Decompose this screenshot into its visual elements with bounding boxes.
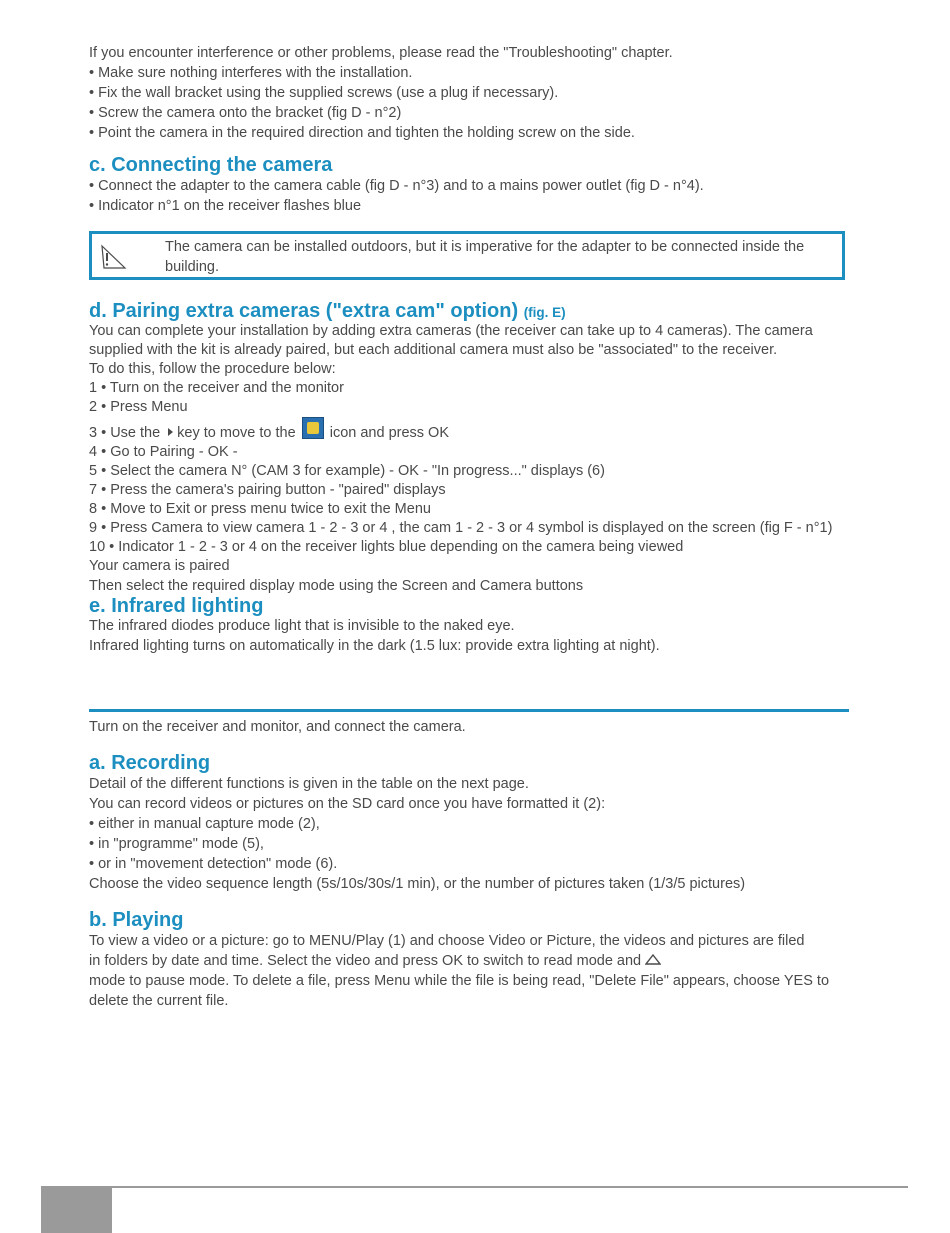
section-c-line: • Indicator n°1 on the receiver flashes blue	[89, 198, 362, 214]
section-b-line: To view a video or a picture: go to MENU/Play (1) and choose Video or Picture, the videos and pictures are filed	[89, 933, 805, 949]
intro-bullet: • Point the camera in the required direction and tighten the holding screw on the side.	[89, 125, 635, 141]
pairing-step	[89, 417, 832, 443]
warning-note-text: The camera can be installed outdoors, but it is imperative for the adapter to be connected inside the building.	[165, 239, 805, 275]
usage-intro: Turn on the receiver and monitor, and connect the camera.	[89, 719, 466, 735]
pairing-step: 1 • Turn on the receiver and the monitor	[89, 380, 344, 396]
section-b-heading: b. Playing	[89, 909, 184, 931]
eject-triangle-icon	[645, 954, 661, 966]
footer-page-tab	[41, 1188, 112, 1233]
pairing-step: 2 • Press Menu	[89, 399, 188, 415]
section-a-line: Choose the video sequence length (5s/10s/30s/1 min), or the number of pictures taken (1/3/5 pictures)	[89, 876, 746, 892]
section-b-line	[89, 952, 829, 971]
section-b-line: delete the current file.	[89, 993, 229, 1009]
section-e-body	[89, 617, 660, 656]
pairing-step: 8 • Move to Exit or press menu twice to exit the Menu	[89, 501, 431, 517]
section-a-line: • either in manual capture mode (2),	[89, 816, 320, 832]
intro-bullet: • Make sure nothing interferes with the installation.	[89, 65, 413, 81]
pairing-step: 5 • Select the camera N° (CAM 3 for example) - OK - "In progress..." displays (6)	[89, 463, 605, 479]
section-b-line: mode to pause mode. To delete a file, press Menu while the file is being read, "Delete File" appears, choose YES to	[89, 973, 830, 989]
pairing-menu-icon	[302, 417, 324, 439]
section-d-title: d. Pairing extra cameras ("extra cam" option)	[89, 300, 519, 322]
paired-confirmation: Your camera is paired	[89, 558, 230, 574]
pairing-step: 7 • Press the camera's pairing button - "paired" displays	[89, 482, 446, 498]
pairing-step: 10 • Indicator 1 - 2 - 3 or 4 on the receiver lights blue depending on the camera being viewed	[89, 539, 684, 555]
section-e-line: Infrared lighting turns on automatically in the dark (1.5 lux: provide extra lighting at night).	[89, 638, 660, 654]
intro-line: If you encounter interference or other problems, please read the "Troubleshooting" chapter.	[89, 45, 673, 61]
section-c-heading: c. Connecting the camera	[89, 154, 333, 176]
section-a-line: Detail of the different functions is given in the table on the next page.	[89, 776, 529, 792]
section-d-intro: You can complete your installation by adding extra cameras (the receiver can take up to 4 cameras). The camera	[89, 323, 813, 339]
section-b-body	[89, 932, 829, 1011]
pairing-step: 4 • Go to Pairing - OK -	[89, 444, 238, 460]
section-d-intro: supplied with the kit is already paired, but each additional camera must also be "associated" to the receiver.	[89, 342, 778, 358]
intro-bullet: • Screw the camera onto the bracket (fig D - n°2)	[89, 105, 402, 121]
section-d-body	[89, 322, 832, 596]
footer-rule	[41, 1186, 908, 1188]
section-d-intro: To do this, follow the procedure below:	[89, 361, 336, 377]
arrow-right-icon	[168, 428, 173, 436]
usage-intro-block	[89, 718, 466, 737]
step3-part-c: icon and press OK	[329, 425, 450, 441]
section-e-line: The infrared diodes produce light that is invisible to the naked eye.	[89, 618, 515, 634]
section-b-line2-text: in folders by date and time. Select the video and press OK to switch to read mode and	[89, 953, 642, 969]
section-c-line: • Connect the adapter to the camera cable (fig D - n°3) and to a mains power outlet (fig D - n°4).	[89, 178, 704, 194]
section-a-heading: a. Recording	[89, 752, 211, 774]
pairing-step: 9 • Press Camera to view camera 1 - 2 - 3 or 4 , the cam 1 - 2 - 3 or 4 symbol is displayed on the screen (fig F - n°1)	[89, 520, 833, 536]
section-e-heading: e. Infrared lighting	[89, 595, 264, 617]
step3-part-b: key to move to the	[177, 425, 296, 441]
intro-block	[89, 44, 673, 143]
display-mode-note: Then select the required display mode using the Screen and Camera buttons	[89, 578, 584, 594]
section-a-line: • or in "movement detection" mode (6).	[89, 856, 338, 872]
section-a-body	[89, 775, 745, 894]
warning-note	[89, 231, 845, 280]
section-d-fig-ref: (fig. E)	[523, 305, 566, 320]
section-a-line: You can record videos or pictures on the SD card once you have formatted it (2):	[89, 796, 606, 812]
section-divider	[89, 709, 849, 712]
intro-bullet: • Fix the wall bracket using the supplied screws (use a plug if necessary).	[89, 85, 559, 101]
section-c-body	[89, 177, 704, 216]
section-a-line: • in "programme" mode (5),	[89, 836, 264, 852]
step3-part-a: 3 • Use the	[89, 425, 161, 441]
warning-hand-icon	[98, 242, 128, 272]
